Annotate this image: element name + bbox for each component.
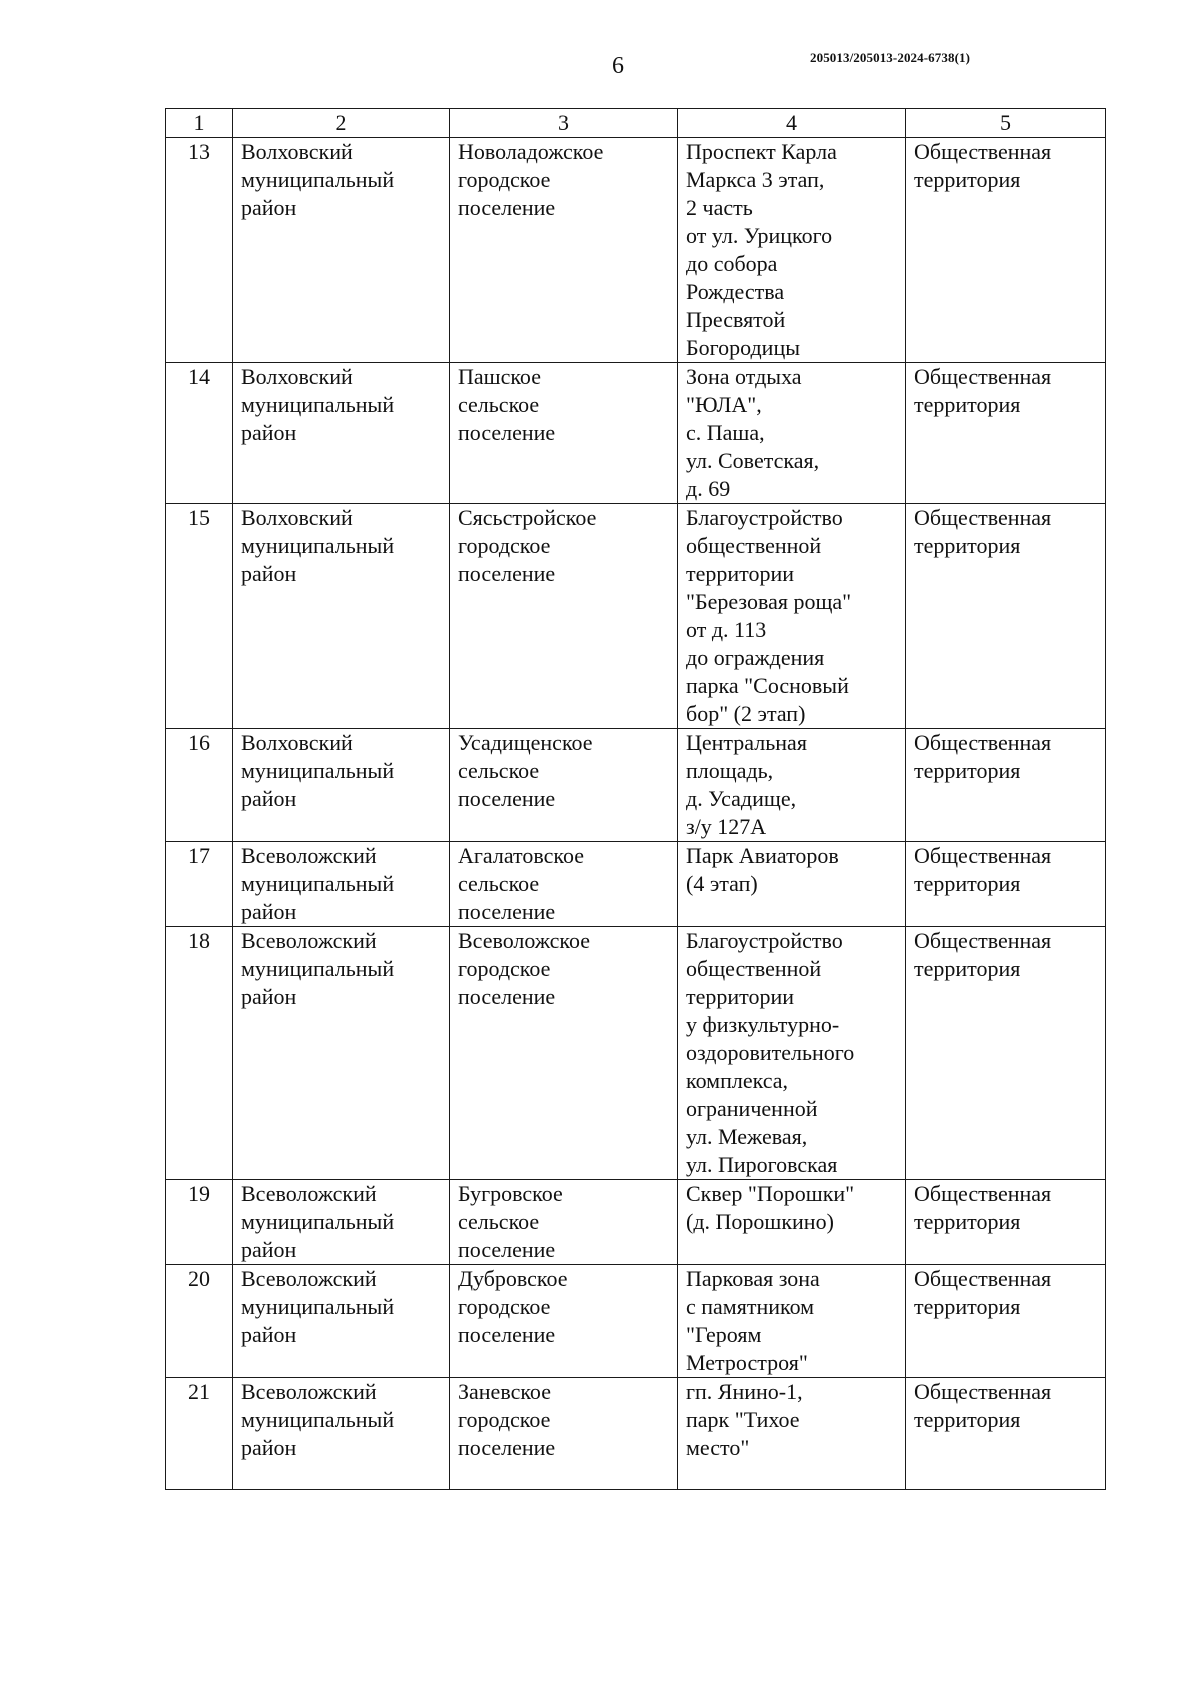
- object-cell: гп. Янино-1, парк "Тихое место": [678, 1378, 906, 1490]
- district-cell: Всеволожский муниципальный район: [233, 1180, 450, 1265]
- column-header: 4: [678, 109, 906, 138]
- object-cell: Благоустройство общественной территории "Березовая роща" от д. 113 до ограждения парка "Сосновый бор" (2 этап): [678, 504, 906, 729]
- row-number: 13: [166, 138, 233, 363]
- table-row: [166, 1378, 1106, 1490]
- object-cell: Парк Авиаторов (4 этап): [678, 842, 906, 927]
- settlement-cell: Агалатовское сельское поселение: [450, 842, 678, 927]
- type-cell: Общественная территория: [906, 1180, 1106, 1265]
- district-cell: Волховский муниципальный район: [233, 729, 450, 842]
- row-number: 20: [166, 1265, 233, 1378]
- territories-table: [165, 108, 1106, 1490]
- type-cell: Общественная территория: [906, 927, 1106, 1180]
- object-cell: Парковая зона с памятником "Героям Метростроя": [678, 1265, 906, 1378]
- type-cell: Общественная территория: [906, 729, 1106, 842]
- type-cell: Общественная территория: [906, 1265, 1106, 1378]
- object-cell: Благоустройство общественной территории у физкультурно- оздоровительного комплекса, ограниченной ул. Межевая, ул. Пироговская: [678, 927, 906, 1180]
- object-cell: Центральная площадь, д. Усадище, з/у 127А: [678, 729, 906, 842]
- row-number: 18: [166, 927, 233, 1180]
- settlement-cell: Пашское сельское поселение: [450, 363, 678, 504]
- page-number: 6: [612, 53, 624, 79]
- type-cell: Общественная территория: [906, 1378, 1106, 1490]
- district-cell: Всеволожский муниципальный район: [233, 1378, 450, 1490]
- object-cell: Проспект Карла Маркса 3 этап, 2 часть от ул. Урицкого до собора Рождества Пресвятой Богородицы: [678, 138, 906, 363]
- table-row: [166, 1265, 1106, 1378]
- type-cell: Общественная территория: [906, 363, 1106, 504]
- settlement-cell: Новоладожское городское поселение: [450, 138, 678, 363]
- district-cell: Волховский муниципальный район: [233, 363, 450, 504]
- settlement-cell: Бугровское сельское поселение: [450, 1180, 678, 1265]
- column-header: 2: [233, 109, 450, 138]
- district-cell: Волховский муниципальный район: [233, 138, 450, 363]
- column-header: 3: [450, 109, 678, 138]
- document-id: 205013/205013-2024-6738(1): [810, 50, 971, 65]
- settlement-cell: Усадищенское сельское поселение: [450, 729, 678, 842]
- table-row: [166, 504, 1106, 729]
- district-cell: Волховский муниципальный район: [233, 504, 450, 729]
- settlement-cell: Сясьстройское городское поселение: [450, 504, 678, 729]
- row-number: 21: [166, 1378, 233, 1490]
- type-cell: Общественная территория: [906, 138, 1106, 363]
- type-cell: Общественная территория: [906, 842, 1106, 927]
- table-row: [166, 1180, 1106, 1265]
- row-number: 16: [166, 729, 233, 842]
- settlement-cell: Всеволожское городское поселение: [450, 927, 678, 1180]
- type-cell: Общественная территория: [906, 504, 1106, 729]
- row-number: 14: [166, 363, 233, 504]
- table-row: [166, 842, 1106, 927]
- object-cell: Зона отдыха "ЮЛА", с. Паша, ул. Советская, д. 69: [678, 363, 906, 504]
- column-header: 5: [906, 109, 1106, 138]
- table-row: [166, 729, 1106, 842]
- row-number: 17: [166, 842, 233, 927]
- table-row: [166, 363, 1106, 504]
- district-cell: Всеволожский муниципальный район: [233, 927, 450, 1180]
- row-number: 19: [166, 1180, 233, 1265]
- settlement-cell: Дубровское городское поселение: [450, 1265, 678, 1378]
- object-cell: Сквер "Порошки" (д. Порошкино): [678, 1180, 906, 1265]
- table-header-row: [166, 109, 1106, 138]
- settlement-cell: Заневское городское поселение: [450, 1378, 678, 1490]
- table-row: [166, 138, 1106, 363]
- row-number: 15: [166, 504, 233, 729]
- column-header: 1: [166, 109, 233, 138]
- district-cell: Всеволожский муниципальный район: [233, 1265, 450, 1378]
- district-cell: Всеволожский муниципальный район: [233, 842, 450, 927]
- table-row: [166, 927, 1106, 1180]
